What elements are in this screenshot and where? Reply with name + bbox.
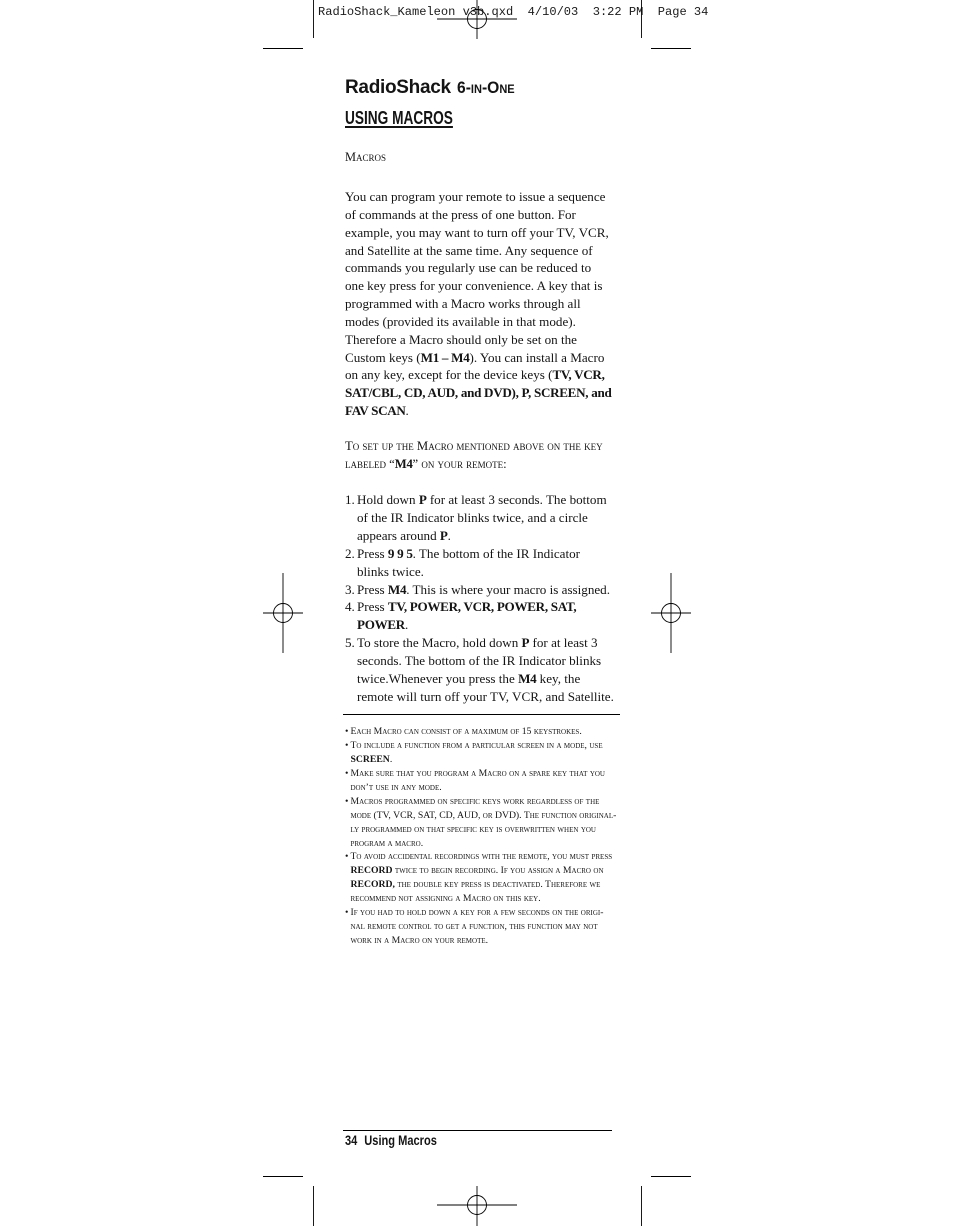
text-run: To avoid accidental recordings with the remote, you must press bbox=[350, 851, 613, 863]
bold-text: SAT/CBL, CD, AUD, and DVD), P, SCREEN, and bbox=[345, 385, 612, 401]
step-item bbox=[345, 545, 645, 581]
bold-text: 9 9 5 bbox=[387, 545, 413, 561]
text-run: work in a Macro on your remote. bbox=[350, 935, 489, 947]
steps-list bbox=[345, 491, 645, 705]
text-run: Press bbox=[357, 599, 388, 615]
text-run: To include a function from a particular screen in a mode, use bbox=[350, 739, 603, 751]
note-item bbox=[345, 739, 645, 767]
text-run: on any key, except for the device keys ( bbox=[345, 367, 553, 383]
text-run: recommend not assigning a Macro on this key. bbox=[350, 893, 541, 905]
text-run: To set up the Macro mentioned above on the key bbox=[345, 438, 603, 453]
paragraph-line bbox=[345, 402, 645, 420]
text-run: key, the bbox=[536, 670, 581, 686]
note-text bbox=[351, 725, 646, 739]
text-run: nal remote control to get a function, this function may not bbox=[350, 921, 598, 933]
note-item bbox=[345, 850, 645, 906]
note-text bbox=[351, 739, 646, 767]
step-line bbox=[357, 670, 645, 688]
bold-text: P bbox=[439, 528, 448, 544]
text-run: of the IR Indicator blinks twice, and a circle bbox=[357, 510, 588, 526]
paragraph-line bbox=[345, 295, 645, 313]
note-line bbox=[351, 739, 646, 753]
notes-divider bbox=[343, 714, 620, 715]
step-line bbox=[357, 652, 645, 670]
text-run: appears around bbox=[357, 528, 440, 544]
text-run: . bbox=[447, 528, 451, 544]
text-run: . This is where your macro is assigned. bbox=[406, 581, 610, 597]
intro-paragraph bbox=[345, 188, 645, 420]
note-text bbox=[351, 850, 646, 906]
note-line bbox=[351, 781, 646, 795]
text-run: twice.Whenever you press the bbox=[357, 670, 519, 686]
step-number: 4. bbox=[345, 599, 355, 615]
bullet-icon: • bbox=[345, 851, 349, 863]
text-run: Therefore a Macro should only be set on the bbox=[345, 331, 577, 347]
text-run: blinks twice. bbox=[357, 563, 424, 579]
text-run: remote will turn off your TV, VCR, and Satellite. bbox=[357, 688, 614, 704]
text-run: Make sure that you program a Macro on a spare key that you bbox=[350, 767, 605, 779]
step-number: 2. bbox=[345, 545, 355, 561]
product-name: 6-in-One bbox=[456, 78, 515, 97]
note-line bbox=[351, 823, 646, 837]
note-line bbox=[351, 767, 646, 781]
paragraph-line bbox=[345, 366, 645, 384]
bold-text: P bbox=[521, 635, 530, 651]
note-line bbox=[351, 878, 646, 892]
bold-text: RECORD, bbox=[350, 879, 395, 891]
note-line bbox=[351, 920, 646, 934]
registration-mark-left-icon bbox=[263, 573, 303, 653]
page-title: USING MACROS bbox=[345, 108, 453, 128]
paragraph-line bbox=[345, 224, 645, 242]
bold-text: TV, VCR, bbox=[552, 367, 605, 383]
text-run: seconds. The bottom of the IR Indicator blinks bbox=[357, 652, 602, 668]
text-run: Each Macro can consist of a maximum of 15 keystrokes. bbox=[350, 726, 582, 737]
text-run: ). You can install a Macro bbox=[469, 349, 605, 365]
setup-instructions bbox=[345, 438, 645, 474]
step-item bbox=[345, 581, 645, 599]
note-line bbox=[351, 850, 646, 864]
paragraph-line bbox=[345, 206, 645, 224]
step-line bbox=[357, 563, 645, 581]
note-line bbox=[351, 864, 646, 878]
bold-text: M4 bbox=[387, 581, 407, 597]
bold-text: M4 bbox=[394, 456, 413, 471]
paragraph-line bbox=[345, 384, 645, 402]
text-run: programmed with a Macro works through all bbox=[345, 296, 581, 312]
bold-text: SCREEN bbox=[350, 753, 390, 765]
bullet-icon: • bbox=[345, 767, 349, 779]
bullet-icon: • bbox=[345, 795, 349, 807]
bullet-icon: • bbox=[345, 739, 349, 751]
step-text bbox=[357, 581, 645, 599]
note-item bbox=[345, 795, 645, 851]
step-item bbox=[345, 491, 645, 545]
text-run: program a macro. bbox=[350, 837, 424, 849]
step-line bbox=[357, 616, 645, 634]
step-text bbox=[357, 545, 645, 581]
text-run: . bbox=[404, 617, 409, 633]
paragraph-line bbox=[345, 259, 645, 277]
note-line bbox=[351, 892, 646, 906]
bold-text: POWER bbox=[357, 617, 405, 633]
paragraph-line bbox=[345, 331, 645, 349]
bold-text: FAV SCAN bbox=[345, 403, 406, 419]
step-number: 5. bbox=[345, 635, 355, 651]
step-number: 3. bbox=[345, 581, 355, 597]
note-item bbox=[345, 906, 645, 948]
text-run: If you had to hold down a key for a few seconds on the origi- bbox=[350, 907, 604, 919]
crop-mark-bottom-left bbox=[263, 1177, 314, 1226]
step-line bbox=[357, 598, 645, 616]
text-run: of commands at the press of one button. For bbox=[345, 206, 576, 222]
bullet-icon: • bbox=[345, 907, 349, 919]
text-run: don’t use in any mode. bbox=[350, 781, 442, 793]
text-run: for at least 3 bbox=[529, 635, 598, 651]
note-line bbox=[351, 753, 646, 767]
note-text bbox=[351, 906, 646, 948]
paragraph-line bbox=[345, 277, 645, 295]
step-line bbox=[357, 634, 645, 652]
step-line bbox=[357, 527, 645, 545]
text-run: Hold down bbox=[357, 492, 419, 508]
text-run: To store the Macro, hold down bbox=[357, 635, 522, 651]
text-run: . The bottom of the IR Indicator bbox=[412, 545, 581, 561]
step-item bbox=[345, 634, 645, 705]
paragraph-line bbox=[345, 313, 645, 331]
bold-text: TV, POWER, VCR, POWER, SAT, bbox=[387, 599, 577, 615]
paragraph-line bbox=[345, 349, 645, 367]
paragraph-line bbox=[345, 188, 645, 206]
text-run: . bbox=[389, 753, 393, 765]
text-run: You can program your remote to issue a sequence bbox=[345, 189, 606, 204]
step-text bbox=[357, 598, 645, 634]
print-slug: RadioShack_Kameleon v3b.qxd 4/10/03 3:22 PM Page 34 bbox=[318, 5, 709, 19]
text-run: Press bbox=[357, 581, 388, 597]
setup-instruction-line bbox=[345, 456, 645, 474]
step-text bbox=[357, 634, 645, 705]
footer-section-title: Using Macros bbox=[364, 1133, 437, 1148]
step-number: 1. bbox=[345, 492, 355, 508]
step-text bbox=[357, 491, 645, 545]
text-run: Macros programmed on specific keys work regardless of the bbox=[350, 795, 600, 807]
text-run: ” on your remote: bbox=[412, 456, 507, 471]
bold-text: P bbox=[418, 492, 427, 508]
note-line bbox=[351, 934, 646, 948]
setup-instruction-line bbox=[345, 438, 645, 456]
step-line bbox=[357, 581, 645, 599]
note-text bbox=[351, 767, 646, 795]
footer-rule bbox=[343, 1130, 612, 1131]
text-run: the double key press is deactivated. Therefore we bbox=[394, 879, 601, 891]
text-run: mode (TV, VCR, SAT, CD, AUD, or DVD). The function original- bbox=[350, 809, 617, 821]
step-line bbox=[357, 545, 645, 563]
page-footer bbox=[345, 1133, 437, 1149]
note-text bbox=[351, 795, 646, 851]
text-run: one key press for your convenience. A key that is bbox=[345, 278, 603, 294]
paragraph-line bbox=[345, 242, 645, 260]
text-run: modes (provided its available in that mode). bbox=[345, 313, 576, 329]
note-item bbox=[345, 725, 645, 739]
text-run: for at least 3 seconds. The bottom bbox=[426, 492, 607, 508]
text-run: . bbox=[405, 403, 409, 419]
note-line bbox=[351, 837, 646, 851]
page-number: 34 bbox=[345, 1133, 358, 1148]
brand-logo: RadioShack bbox=[345, 77, 451, 98]
registration-mark-right-icon bbox=[651, 573, 691, 653]
notes-list bbox=[345, 725, 645, 948]
step-line bbox=[357, 688, 645, 706]
step-line bbox=[357, 509, 645, 527]
note-line bbox=[351, 809, 646, 823]
crop-mark-top-left bbox=[263, 0, 314, 49]
section-heading: Macros bbox=[345, 150, 387, 164]
bold-text: M4 bbox=[518, 670, 537, 686]
text-run: labeled “ bbox=[345, 456, 395, 471]
text-run: ly programmed on that specific key is overwritten when you bbox=[350, 823, 596, 835]
text-run: Press bbox=[357, 545, 388, 561]
text-run: and Satellite at the same time. Any sequence of bbox=[345, 242, 593, 258]
bold-text: RECORD bbox=[350, 865, 393, 877]
text-run: twice to begin recording. If you assign a Macro on bbox=[392, 865, 604, 877]
main-content bbox=[345, 188, 645, 705]
step-line bbox=[357, 491, 645, 509]
note-line bbox=[351, 906, 646, 920]
note-line bbox=[351, 725, 646, 739]
bullet-icon: • bbox=[345, 726, 349, 737]
text-run: Custom keys ( bbox=[345, 349, 421, 365]
crop-mark-bottom-right bbox=[642, 1177, 692, 1226]
text-run: example, you may want to turn off your TV, VCR, bbox=[345, 224, 609, 240]
registration-mark-bottom-icon bbox=[437, 1186, 517, 1226]
step-item bbox=[345, 598, 645, 634]
note-line bbox=[351, 795, 646, 809]
text-run: commands you regularly use can be reduced to bbox=[345, 260, 592, 276]
page-header bbox=[345, 77, 519, 99]
note-item bbox=[345, 767, 645, 795]
bold-text: M1 – M4 bbox=[420, 349, 470, 365]
